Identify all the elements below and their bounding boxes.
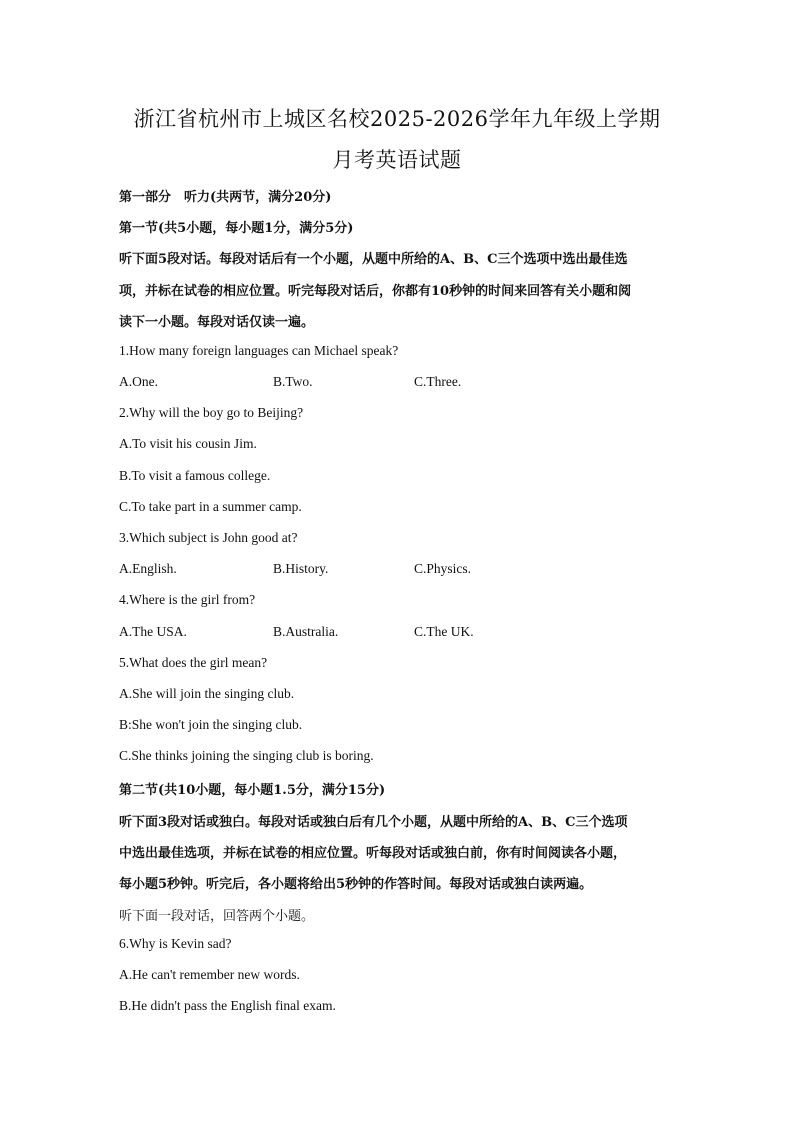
part1-heading: 第一部分 听力(共两节，满分20分) [119,190,332,205]
section2-instruction-line: 每小题5秒钟。听完后，各小题将给出5秒钟的作答时间。每段对话或独白读两遍。 [119,877,593,892]
question-6-option-a: A.He can't remember new words. [119,967,300,982]
question-2-option-b: B.To visit a famous college. [119,468,271,483]
section2-instruction-line: 中选出最佳选项，并标在试卷的相应位置。听每段对话或独白前，你有时间阅读各小题， [119,846,627,861]
section1-instruction-line: 项，并标在试卷的相应位置。听完每段对话后，你都有10秒钟的时间来回答有关小题和阅 [119,284,632,299]
question-5-option-a: A.She will join the singing club. [119,686,295,701]
question-4-option-c: C.The UK. [414,624,474,639]
question-3: 3.Which subject is John good at? [119,530,298,545]
question-4: 4.Where is the girl from? [119,592,256,607]
section2-heading: 第二节(共10小题，每小题1.5分，满分15分) [119,783,386,798]
question-3-option-a: A.English. [119,561,177,576]
question-1-option-c: C.Three. [414,374,462,389]
question-3-option-b: B.History. [273,561,329,576]
section1-heading: 第一节(共5小题，每小题1分，满分5分) [119,221,354,236]
section1-instruction-line: 读下一小题。每段对话仅读一遍。 [119,315,315,330]
question-5: 5.What does the girl mean? [119,655,268,670]
question-4-option-b: B.Australia. [273,624,339,639]
question-2: 2.Why will the boy go to Beijing? [119,405,304,420]
question-5-option-b: B:She won't join the singing club. [119,717,303,732]
question-3-option-c: C.Physics. [414,561,472,576]
exam-title-line1: 浙江省杭州市上城区名校2025-2026学年九年级上学期 [133,107,661,131]
question-2-option-c: C.To take part in a summer camp. [119,499,302,514]
section1-instruction-line: 听下面5段对话。每段对话后有一个小题，从题中所给的A、B、C三个选项中选出最佳选 [119,252,628,267]
question-2-option-a: A.To visit his cousin Jim. [119,436,257,451]
question-6: 6.Why is Kevin sad? [119,936,232,951]
dialogue-intro: 听下面一段对话，回答两个小题。 [119,909,315,924]
question-1-option-b: B.Two. [273,374,313,389]
question-4-option-a: A.The USA. [119,624,187,639]
question-1: 1.How many foreign languages can Michael speak? [119,343,399,358]
exam-title-line2: 月考英语试题 [332,148,462,172]
question-6-option-b: B.He didn't pass the English final exam. [119,998,336,1013]
section2-instruction-line: 听下面3段对话或独白。每段对话或独白后有几个小题，从题中所给的A、B、C三个选项 [119,815,628,830]
question-1-option-a: A.One. [119,374,158,389]
question-5-option-c: C.She thinks joining the singing club is boring. [119,748,374,763]
